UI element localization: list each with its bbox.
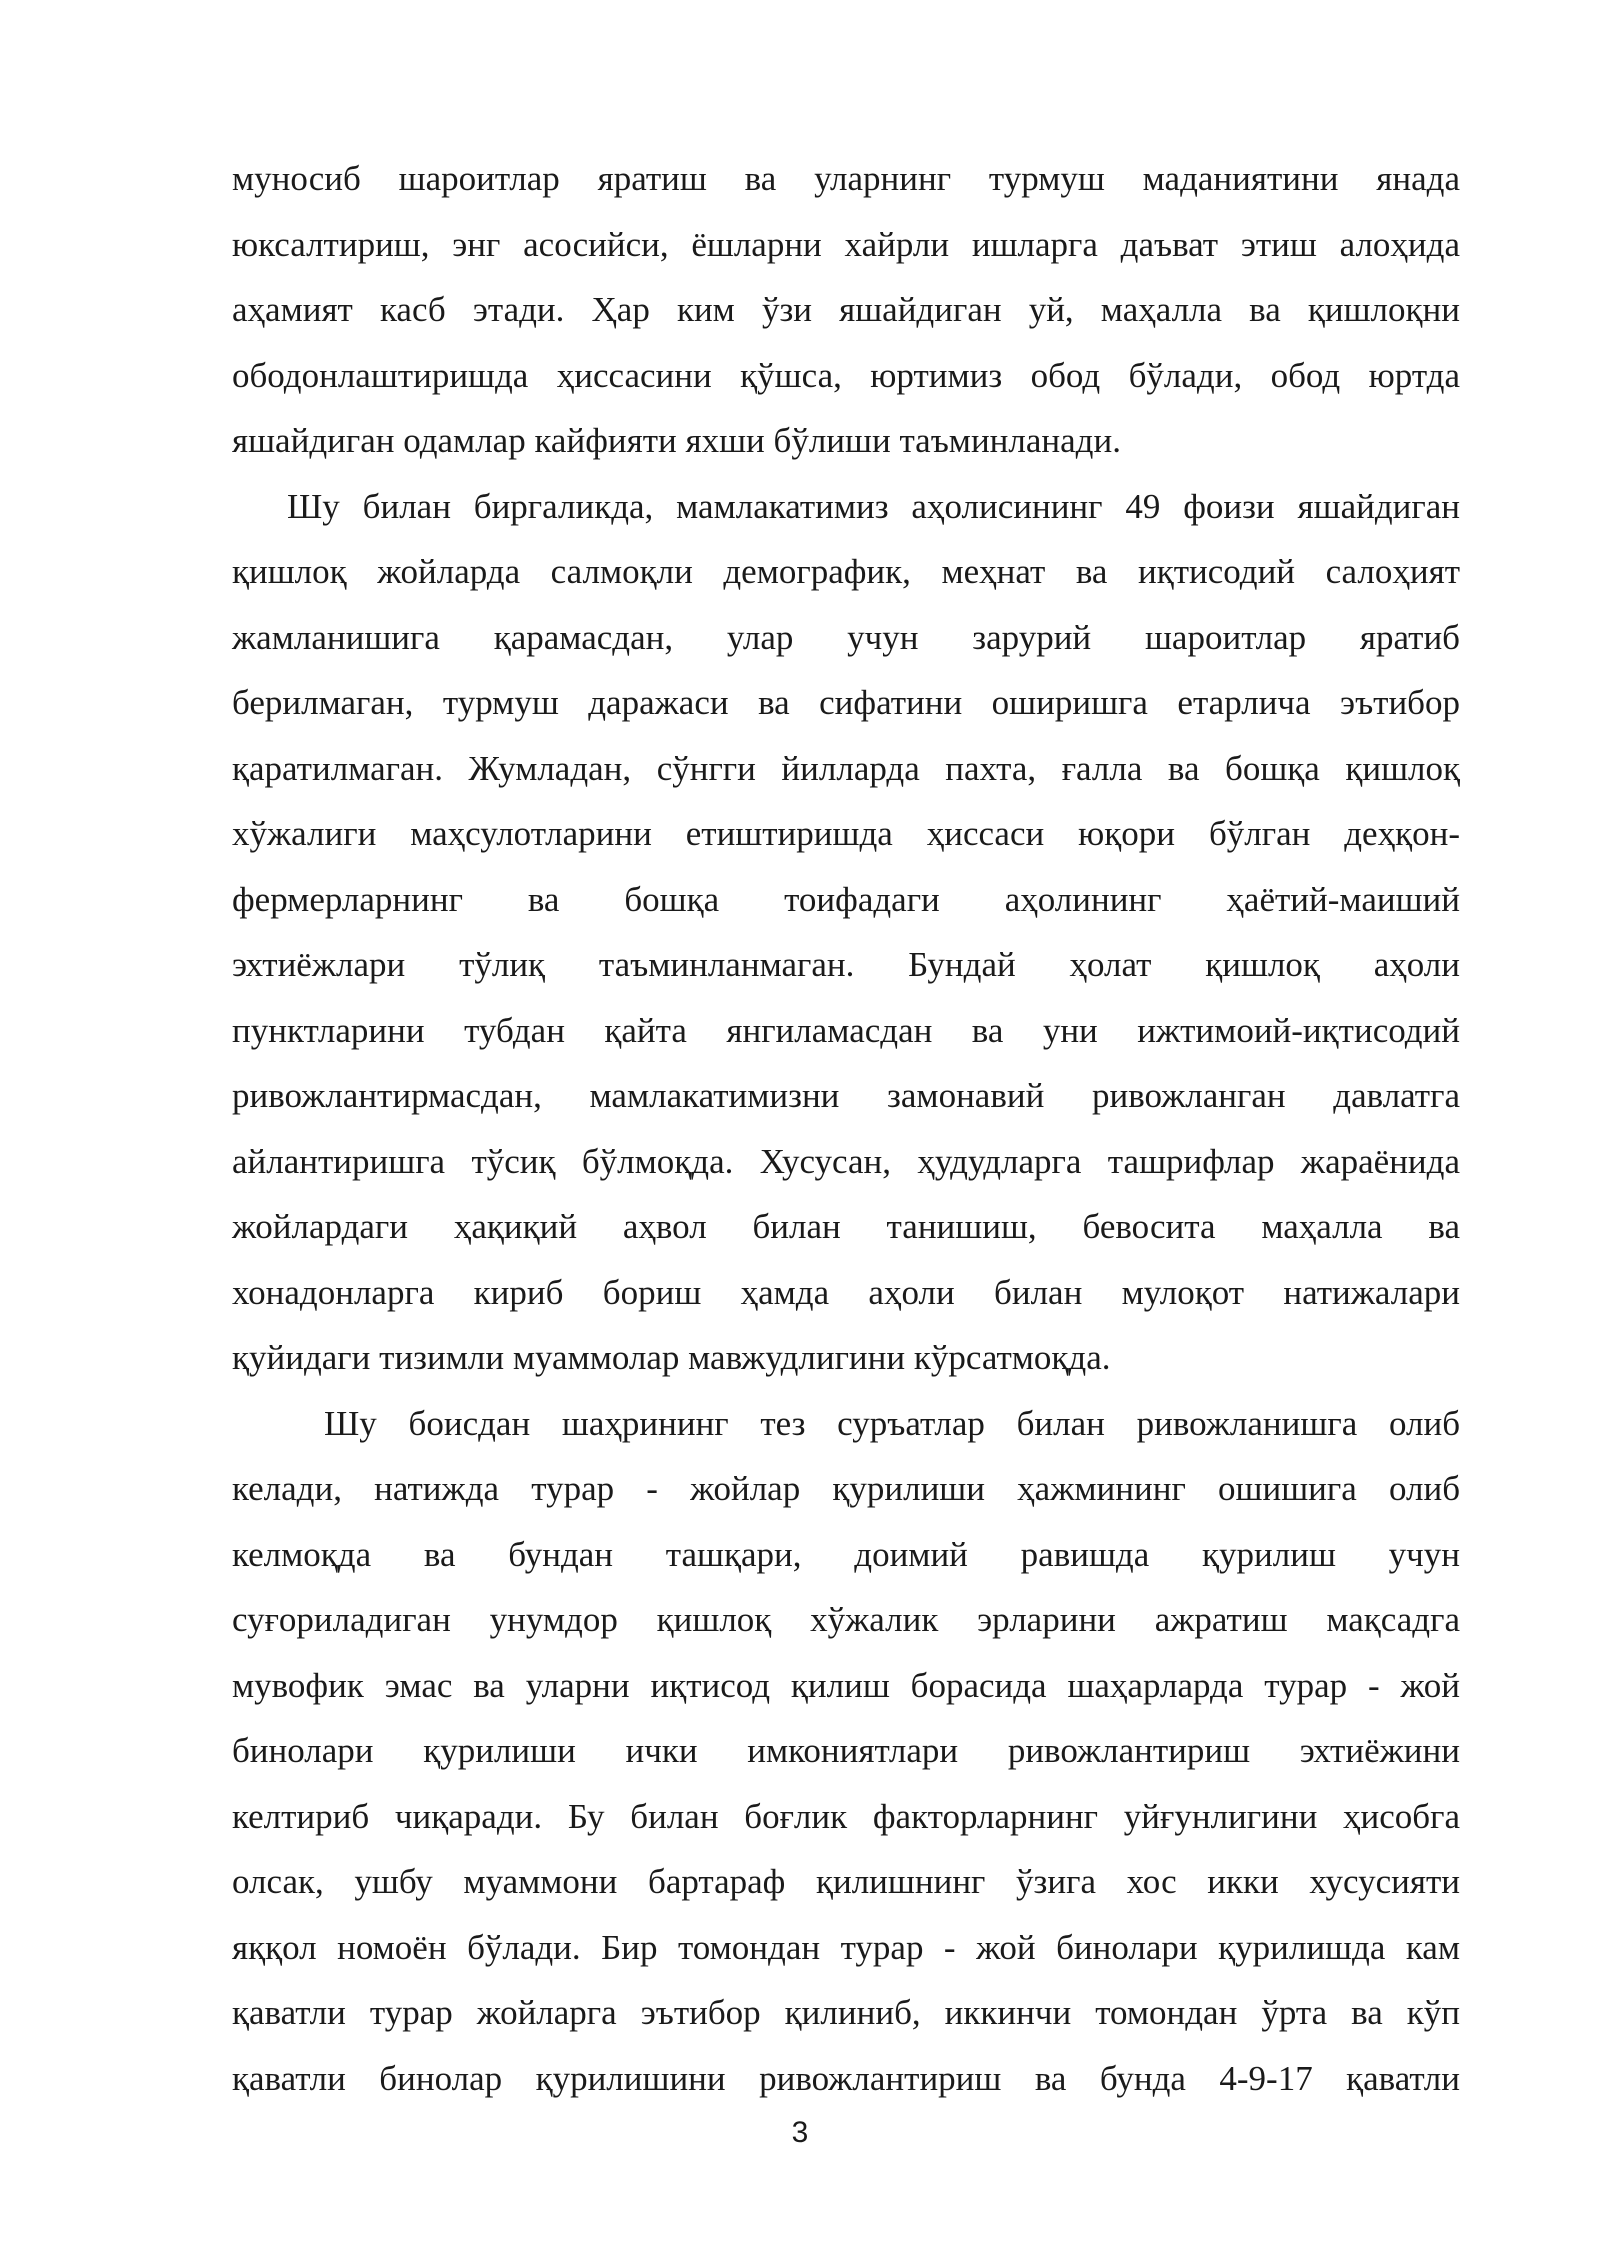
text-line: бинолари қурилиши ички имкониятлари ривожлантириш эхтиёжини [232, 1731, 1460, 1770]
text-line: қаратилмаган. Жумладан, сўнгги йилларда пахта, ғалла ва бошқа қишлоқ [232, 748, 1460, 788]
text-line: Шу билан биргаликда, мамлакатимиз аҳолисининг 49 фоизи яшайдиган [287, 486, 1460, 526]
text-line: келтириб чиқаради. Бу билан боғлик факторларнинг уйғунлигини ҳисобга [232, 1796, 1460, 1836]
text-line: берилмаган, турмуш даражаси ва сифатини оширишга етарлича эътибор [232, 683, 1460, 722]
text-line: қишлоқ жойларда салмоқли демографик, меҳнат ва иқтисодий салоҳият [232, 552, 1460, 591]
text-line: ривожлантирмасдан, мамлакатимизни замонавий ривожланган давлатга [232, 1076, 1460, 1115]
text-line: қаватли бинолар қурилишини ривожлантириш ва бунда 4-9-17 қаватли [232, 2058, 1460, 2098]
text-line: пунктларини тубдан қайта янгиламасдан ва уни ижтимоий-иқтисодий [232, 1010, 1460, 1050]
text-line: келади, натижда турар - жойлар қурилиши ҳажмининг ошишига олиб [232, 1469, 1460, 1508]
text-line: ободонлаштиришда ҳиссасини қўшса, юртимиз обод бўлади, обод юртда [232, 355, 1460, 395]
page-number: 3 [791, 2116, 809, 2149]
text-line: суғориладиган унумдор қишлоқ хўжалик эрларини ажратиш мақсадга [232, 1600, 1460, 1639]
text-line: яшайдиган одамлар кайфияти яхши бўлиши таъминланади. [232, 421, 1121, 460]
text-line: Шу боисдан шаҳрининг тез суръатлар билан ривожланишга олиб [324, 1403, 1460, 1443]
text-line: эхтиёжлари тўлиқ таъминланмаган. Бундай ҳолат қишлоқ аҳоли [232, 945, 1460, 984]
text-line: олсак, ушбу муаммони бартараф қилишнинг ўзига хос икки хусусияти [232, 1862, 1460, 1901]
text-line: хонадонларга кириб бориш ҳамда аҳоли билан мулоқот натижалари [232, 1272, 1460, 1312]
text-line: хўжалиги маҳсулотларини етиштиришда ҳиссаси юқори бўлган деҳқон- [232, 814, 1460, 853]
text-line: жамланишига қарамасдан, улар учун зарурий шароитлар яратиб [232, 617, 1460, 657]
text-line: қаватли турар жойларга эътибор қилиниб, иккинчи томондан ўрта ва кўп [232, 1993, 1460, 2032]
text-line: мувофик эмас ва уларни иқтисод қилиш борасида шаҳарларда турар - жой [232, 1665, 1460, 1705]
text-line: юксалтириш, энг асосийси, ёшларни хайрли ишларга даъват этиш алоҳида [232, 224, 1460, 264]
text-line: келмоқда ва бундан ташқари, доимий равишда қурилиш учун [232, 1534, 1460, 1574]
text-line: фермерларнинг ва бошқа тоифадаги аҳолининг ҳаётий-маиший [232, 879, 1460, 919]
body-text [232, 146, 1460, 2111]
text-line: жойлардаги ҳақиқий аҳвол билан танишиш, бевосита маҳалла ва [232, 1207, 1460, 1246]
text-line: айлантиришга тўсиқ бўлмоқда. Хусусан, ҳудудларга ташрифлар жараёнида [232, 1141, 1460, 1181]
text-line: қуйидаги тизимли муаммолар мавжудлигини кўрсатмоқда. [232, 1338, 1111, 1377]
text-line: муносиб шароитлар яратиш ва уларнинг турмуш маданиятини янада [232, 159, 1460, 198]
text-line: аҳамият касб этади. Ҳар ким ўзи яшайдиган уй, маҳалла ва қишлоқни [232, 290, 1460, 329]
text-line: яққол номоён бўлади. Бир томондан турар - жой бинолари қурилишда кам [232, 1927, 1460, 1967]
